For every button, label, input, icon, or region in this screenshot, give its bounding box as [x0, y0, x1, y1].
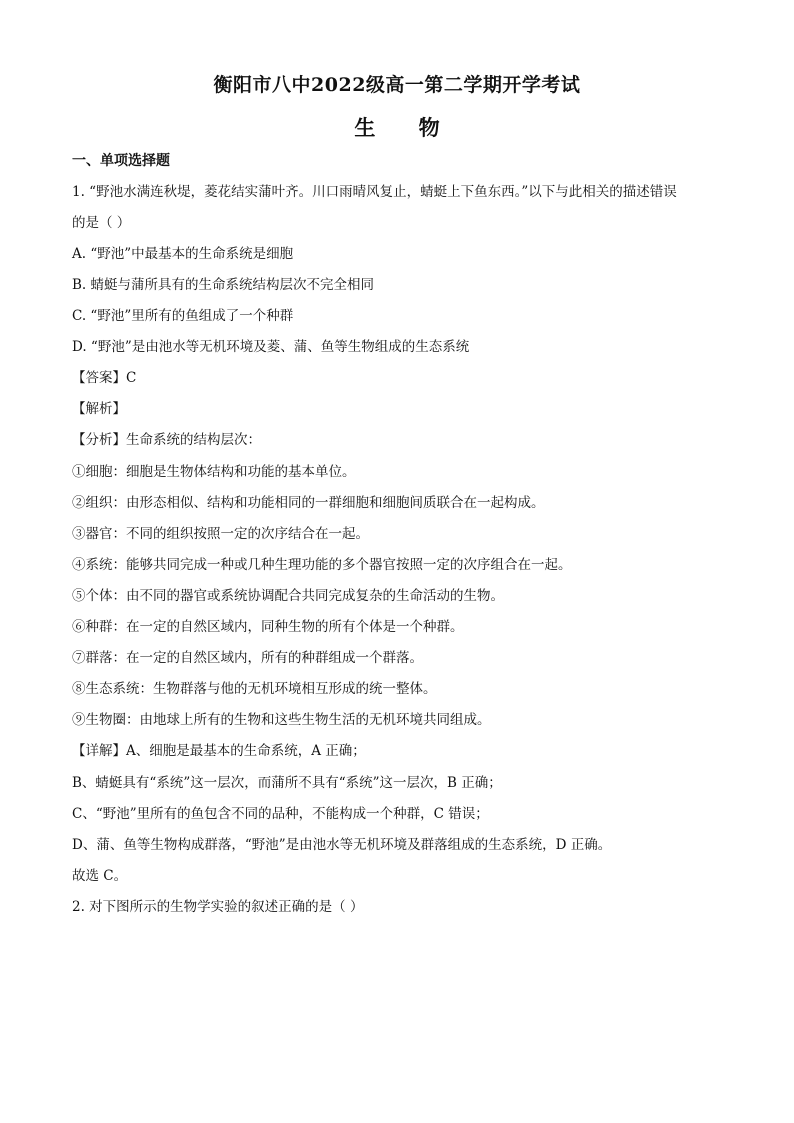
detail-a: 【详解】A、细胞是最基本的生命系统，A 正确； — [72, 743, 366, 759]
level-tissue: ②组织：由形态相似、结构和功能相同的一群细胞和细胞间质联合在一起构成。 — [72, 495, 545, 511]
section-heading: 一、单项选择题 — [72, 153, 170, 169]
conclusion: 故选 C。 — [72, 868, 128, 884]
detail-b: B、蜻蜓具有“系统”这一层次，而蒲所不具有“系统”这一层次，B 正确； — [72, 775, 502, 791]
analysis-label: 【解析】 — [72, 401, 126, 417]
question-1-stem-line2: 的是（ ） — [72, 215, 131, 231]
level-cell: ①细胞：细胞是生物体结构和功能的基本单位。 — [72, 464, 356, 480]
level-community: ⑦群落：在一定的自然区域内，所有的种群组成一个群落。 — [72, 650, 423, 666]
question-1-stem-line1: 1. “野池水满连秋堤，菱花结实蒲叶齐。川口雨晴风复止，蜻蜓上下鱼东西。”以下与此相关的描述错误 — [72, 184, 677, 200]
option-c: C. “野池”里所有的鱼组成了一个种群 — [72, 308, 294, 324]
level-ecosystem: ⑧生态系统：生物群落与他的无机环境相互形成的统一整体。 — [72, 681, 437, 697]
subject-title: 生 物 — [354, 115, 458, 140]
level-individual: ⑤个体：由不同的器官或系统协调配合共同完成复杂的生命活动的生物。 — [72, 588, 504, 604]
option-b: B. 蜻蜓与蒲所具有的生命系统结构层次不完全相同 — [72, 277, 375, 293]
analysis-intro: 【分析】生命系统的结构层次： — [72, 432, 261, 448]
answer: 【答案】C — [72, 370, 137, 386]
level-organ: ③器官：不同的组织按照一定的次序结合在一起。 — [72, 526, 369, 542]
level-population: ⑥种群：在一定的自然区域内，同种生物的所有个体是一个种群。 — [72, 619, 464, 635]
question-2-stem: 2. 对下图所示的生物学实验的叙述正确的是（ ） — [72, 899, 364, 915]
detail-c: C、“野池”里所有的鱼包含不同的品种，不能构成一个种群，C 错误； — [72, 806, 489, 822]
option-d: D. “野池”是由池水等无机环境及菱、蒲、鱼等生物组成的生态系统 — [72, 339, 470, 355]
level-system: ④系统：能够共同完成一种或几种生理功能的多个器官按照一定的次序组合在一起。 — [72, 557, 572, 573]
option-a: A. “野池”中最基本的生命系统是细胞 — [72, 246, 294, 262]
detail-d: D、蒲、鱼等生物构成群落，“野池”是由池水等无机环境及群落组成的生态系统，D 正确。 — [72, 837, 612, 853]
page-title: 衡阳市八中2022级高一第二学期开学考试 — [213, 74, 581, 96]
level-biosphere: ⑨生物圈：由地球上所有的生物和这些生物生活的无机环境共同组成。 — [72, 712, 491, 728]
